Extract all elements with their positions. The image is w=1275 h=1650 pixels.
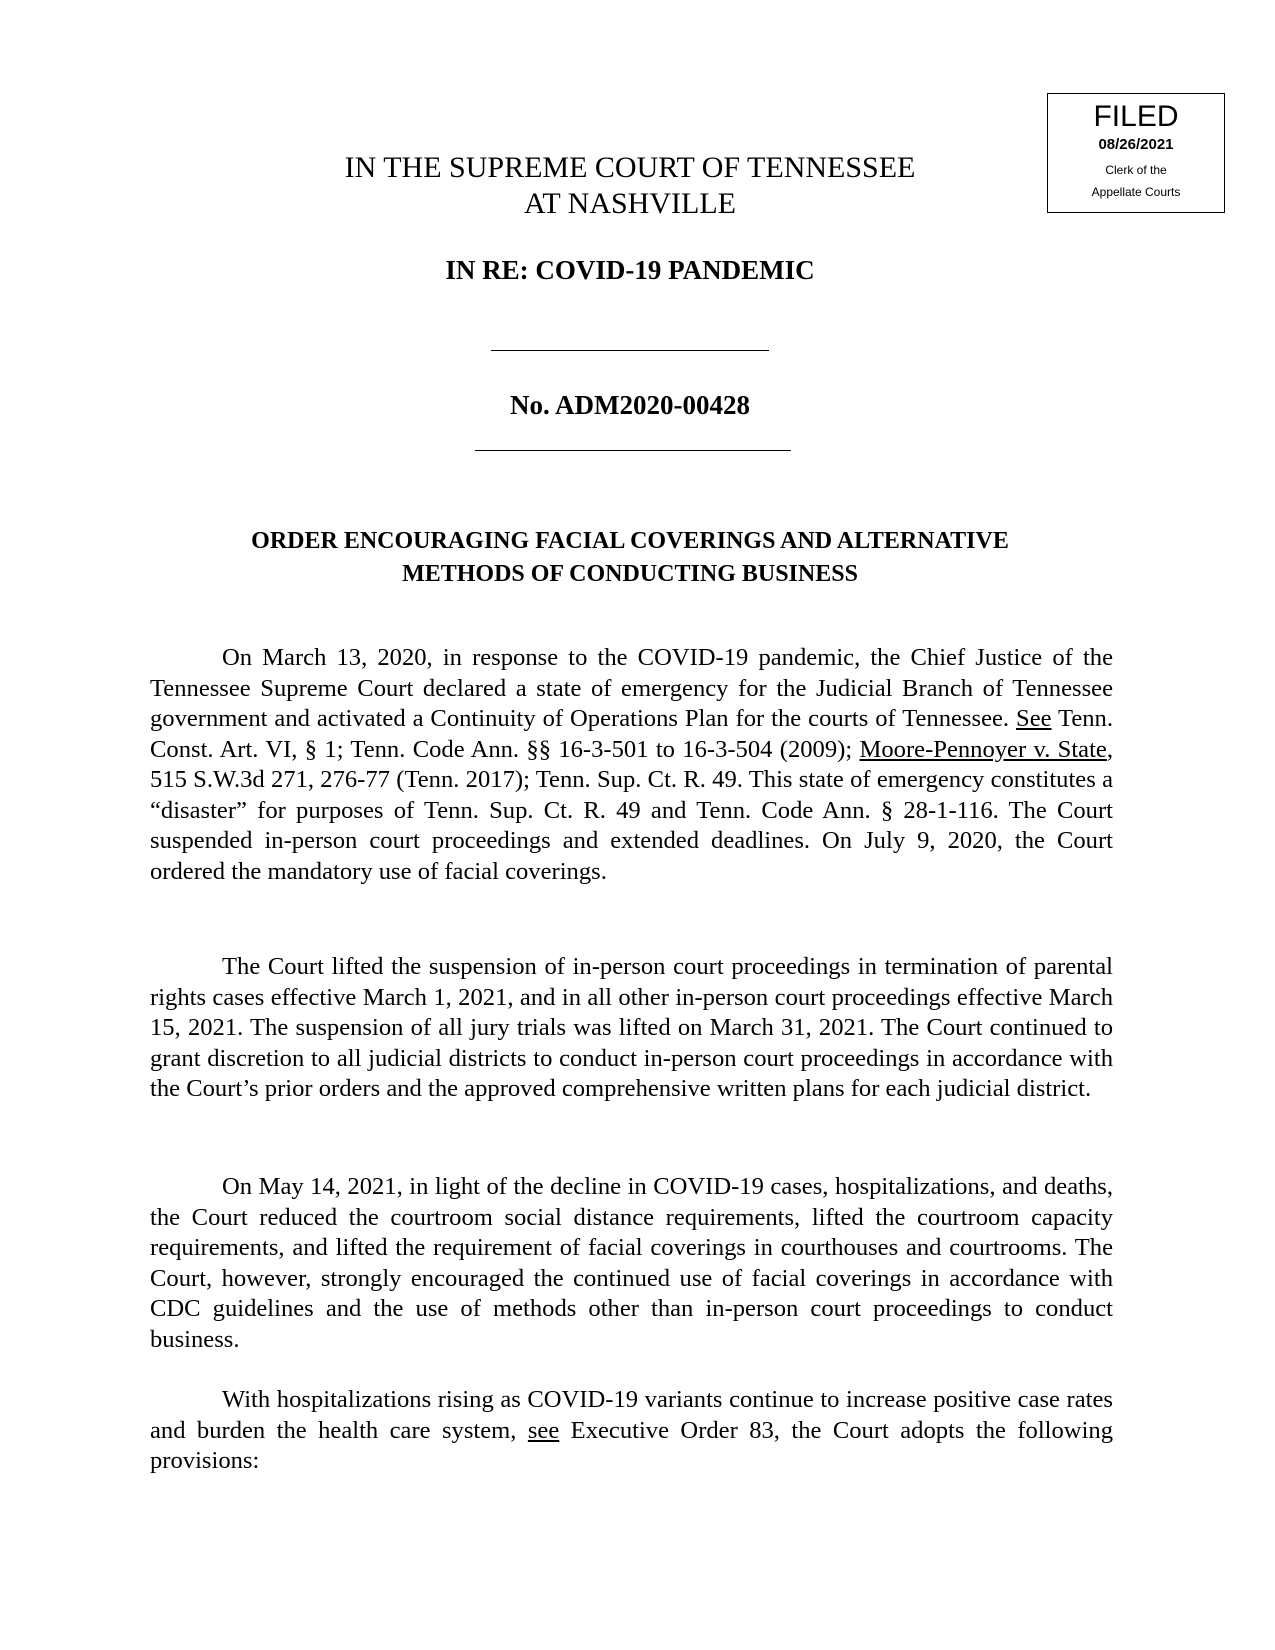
- paragraph-1: [150, 643, 1113, 887]
- in-re-heading: IN RE: COVID-19 PANDEMIC: [445, 255, 815, 285]
- paragraph-4: [150, 1385, 1113, 1477]
- stamp-courts-line: Appellate Courts: [1091, 185, 1181, 199]
- paragraph-1-text-b: Tenn. Const. Art. VI, § 1; Tenn. Code Ann. §§ 16-3-501 to 16-3-504 (2009);: [150, 705, 1113, 763]
- order-title-line-1: ORDER ENCOURAGING FACIAL COVERINGS AND ALTERNATIVE: [251, 528, 1009, 554]
- paragraph-4-text-b: Executive Order 83, the Court adopts the following provisions:: [150, 1416, 1113, 1474]
- paragraph-3-text: On May 14, 2021, in light of the decline in COVID-19 cases, hospitalizations, and deaths, the Court reduced the courtroom social distance requirements, lifted the courtroom capacity requirements, and lifted the requirement of facial coverings in courthouses and courtrooms. The Court, however, strongly encouraged the continued use of facial coverings in accordance with CDC guidelines and the use of methods other than in-person court proceedings to conduct business.: [150, 1173, 1113, 1353]
- paragraph-3: [150, 1172, 1113, 1355]
- paragraph-2-text: The Court lifted the suspension of in-person court proceedings in termination of parental rights cases effective March 1, 2021, and in all other in-person court proceedings effective March 15, 2021. The suspension of all jury trials was lifted on March 31, 2021. The Court continued to grant discretion to all judicial districts to conduct in-person court proceedings in accordance with the Court’s prior orders and the approved comprehensive written plans for each judicial district.: [150, 953, 1113, 1102]
- order-title: [0, 525, 1260, 591]
- paragraph-2: [150, 952, 1113, 1105]
- stamp-clerk-line: Clerk of the: [1105, 163, 1167, 177]
- divider-bottom: [475, 450, 791, 451]
- stamp-title: FILED: [1093, 100, 1179, 133]
- see-signal-2: see: [527, 1416, 560, 1444]
- paragraph-4-text-a: With hospitalizations rising as COVID-19 variants continue to increase positive case rates and burden the health care system,: [150, 1386, 1113, 1444]
- paragraph-1-text-c: , 515 S.W.3d 271, 276-77 (Tenn. 2017); Tenn. Sup. Ct. R. 49. This state of emergency constitutes a “disaster” for purposes of Tenn. Sup. Ct. R. 49 and Tenn. Code Ann. § 28-1-116. The Court suspended in-person court proceedings and extended deadlines. On July 9, 2020, the Court ordered the mandatory use of facial coverings.: [150, 735, 1113, 885]
- stamp-date: 08/26/2021: [1098, 136, 1174, 153]
- see-signal: See: [1016, 705, 1052, 732]
- case-citation: Moore-Pennoyer v. State: [859, 735, 1107, 763]
- divider-top: [491, 350, 769, 351]
- docket-number: No. ADM2020-00428: [510, 390, 750, 420]
- order-title-line-2: METHODS OF CONDUCTING BUSINESS: [402, 561, 858, 587]
- paragraph-1-text-a: On March 13, 2020, in response to the COVID-19 pandemic, the Chief Justice of the Tennessee Supreme Court declared a state of emergency for the Judicial Branch of Tennessee government and activated a Continuity of Operations Plan for the courts of Tennessee.: [150, 644, 1113, 732]
- court-name: IN THE SUPREME COURT OF TENNESSEE: [344, 151, 916, 184]
- court-heading: [0, 150, 1260, 222]
- court-location: AT NASHVILLE: [524, 187, 736, 220]
